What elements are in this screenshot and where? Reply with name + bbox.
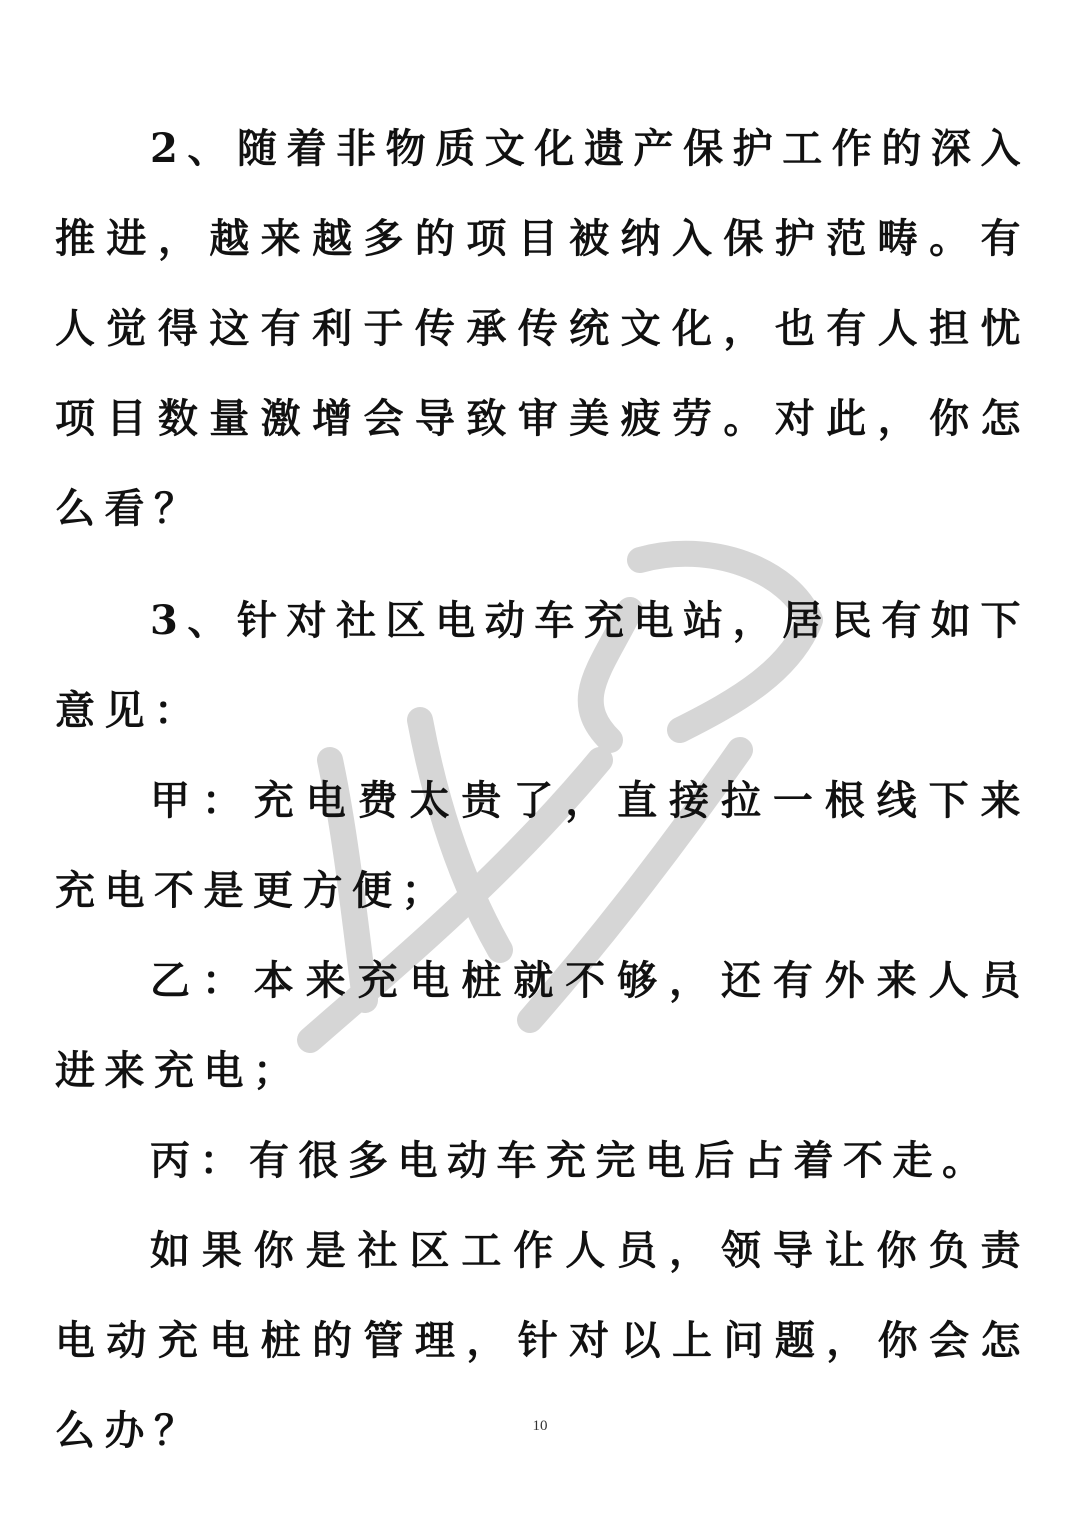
page-number: 10 bbox=[532, 1418, 548, 1434]
paragraph-opinion-jia: 甲：充电费太贵了，直接拉一根线下来充电不是更方便； bbox=[55, 777, 1030, 914]
paragraph-question-3-task: 如果你是社区工作人员，领导让你负责电动充电桩的管理，针对以上问题，你会怎么办？ bbox=[55, 1227, 1030, 1454]
document-body bbox=[55, 104, 1030, 1476]
paragraph-opinion-yi: 乙：本来充电桩就不够，还有外来人员进来充电； bbox=[55, 957, 1030, 1094]
paragraph-question-3-intro: 3、针对社区电动车充电站，居民有如下意见： bbox=[55, 597, 1030, 734]
paragraph-opinion-bing: 丙：有很多电动车充完电后占着不走。 bbox=[150, 1137, 992, 1184]
paragraph-question-2: 2、随着非物质文化遗产保护工作的深入推进，越来越多的项目被纳入保护范畴。有人觉得这有利于传承传统文化，也有人担忧项目数量激增会导致审美疲劳。对此，你怎么看？ bbox=[55, 125, 1030, 532]
